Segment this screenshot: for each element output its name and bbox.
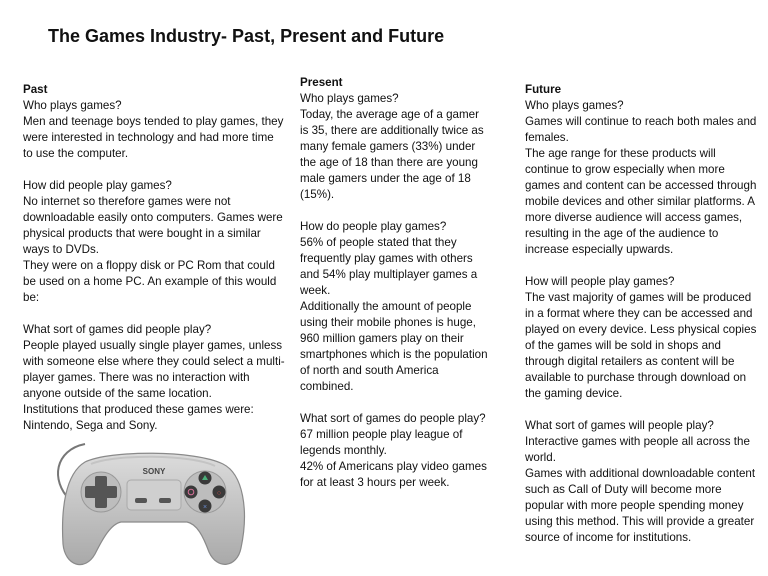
past-who-plays-paragraph: Who plays games? Men and teenage boys tended to play games, they were interested in technology and had more time to use the computer. (23, 99, 284, 160)
controller-brand-label: SONY (142, 467, 166, 476)
future-column (525, 82, 757, 546)
present-who-plays-paragraph: Who plays games? Today, the average age of a gamer is 35, there are additionally twice as many female gamers (33%) under the age of 18 than there are young male gamers under the age of 18 (15%). (300, 92, 484, 201)
present-heading: Present (300, 76, 343, 89)
past-heading: Past (23, 83, 48, 96)
game-controller-image (55, 440, 250, 572)
present-how-play-paragraph: How do people play games? 56% of people stated that they frequently play games with others and 54% play multiplayer games a week. Additionally the amount of people using their mobile phones is huge, 960 million gamers play on their smartphones which is the population of north and south America combined. (300, 220, 488, 393)
future-how-play-paragraph: How will people play games? The vast majority of games will be produced in a format where they can be accessed and played on every device. Less physical copies of the games will be sold in shops and through digital retailers as content will be available to purchase through download on the gaming device. (525, 275, 757, 400)
svg-text:○: ○ (216, 490, 222, 497)
past-what-games-paragraph: What sort of games did people play? People played usually single player games, unless with someone else where they could select a multi-player games. There was no interaction with anyone outside of the same location. Institutions that produced these games were: Nintendo, Sega and Sony. (23, 323, 285, 432)
svg-text:×: × (202, 504, 208, 511)
present-column (300, 75, 490, 491)
future-what-games-paragraph: What sort of games will people play? Interactive games with people all across the world. Games with additional downloadable content such as Call of Duty will become more popular with more people spending money using this method. This will provide a greater source of income for institutions. (525, 419, 756, 544)
future-heading: Future (525, 83, 562, 96)
present-what-games-paragraph: What sort of games do people play? 67 million people play league of legends monthly. 42% of Americans play video games for at least 3 hours per week. (300, 412, 487, 489)
past-column (23, 82, 285, 434)
face-buttons-icon (184, 471, 226, 513)
future-who-plays-paragraph: Who plays games? Games will continue to reach both males and females. The age range for these products will continue to grow especially when more games and content can be accessed through mobile devices and other similar platforms. A more diverse audience will access games, resulting in the age of the audience to increase especially upwards. (525, 99, 757, 256)
slide-title: The Games Industry- Past, Present and Future (48, 26, 445, 46)
past-how-played-paragraph: How did people play games? No internet so therefore games were not downloadable easily onto computers. Games were physical products that were bought in a similar ways to DVDs. They were on a floppy disk or PC Rom that could be used on a home PC. An example of this would be: (23, 179, 283, 304)
d-pad-icon (81, 472, 121, 512)
